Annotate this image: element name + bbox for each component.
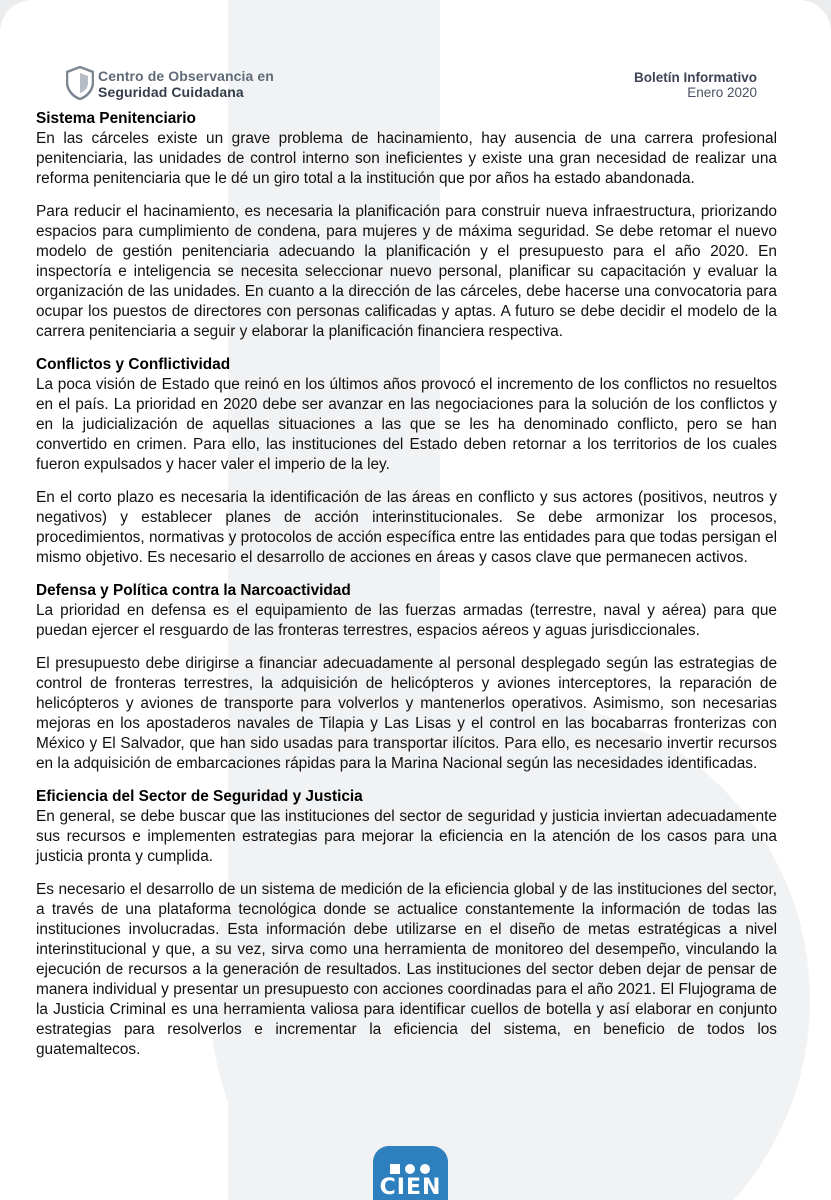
paragraph: El presupuesto debe dirigirse a financiar adecuadamente al personal desplegado según las estrategias de control de fronteras terrestres, la adquisición de helicópteros y aviones interceptores, la reparación de helicópteros y aviones de transporte para volverlos y mantenerlos operativos. Asimismo, son necesarias mejoras en los apostaderos navales de Tilapia y Las Lisas y el control en las bocabarras fronterizas con México y El Salvador, que han sido usadas para transportar ilícitos. Para ello, es necesario invertir recursos en la adquisición de embarcaciones rápidas para la Marina Nacional según las necesidades identificadas. — [36, 655, 777, 772]
paragraph: Para reducir el hacinamiento, es necesaria la planificación para construir nueva infraestructura, priorizando espacios para cumplimiento de condena, para mujeres y de máxima seguridad. Se debe retomar el nuevo modelo de gestión penitenciaria adecuando la planificación y el presupuesto para el año 2020. En inspectoría e inteligencia se necesita seleccionar nuevo personal, planificar su capacitación y evaluar la organización de las unidades. En cuanto a la dirección de las cárceles, debe hacerse una convocatoria para ocupar los puestos de directores con personas calificadas y aptas. A futuro se debe decidir el modelo de la carrera penitenciaria a seguir y elaborar la planificación financiera respectiva. — [36, 203, 777, 340]
logo-square-icon — [390, 1164, 400, 1174]
logo-circle-icon — [405, 1164, 415, 1174]
section-heading: Eficiencia del Sector de Seguridad y Justicia — [36, 788, 363, 805]
logo-circle-icon — [420, 1164, 430, 1174]
section-sistema-penitenciario — [36, 109, 777, 342]
organization-name-line1: Centro de Observancia en — [98, 68, 274, 84]
cien-logo-text: CIEN — [379, 1175, 442, 1200]
bulletin-date: Enero 2020 — [687, 85, 757, 100]
paragraph: La prioridad en defensa es el equipamiento de las fuerzas armadas (terrestre, naval y aérea) para que puedan ejercer el resguardo de las fronteras terrestres, espacios aéreos y aguas jurisdiccionales. — [36, 602, 777, 639]
section-heading: Defensa y Política contra la Narcoactividad — [36, 582, 351, 599]
page-header — [0, 0, 831, 110]
section-heading: Sistema Penitenciario — [36, 110, 196, 127]
paragraph: En el corto plazo es necesaria la identificación de las áreas en conflicto y sus actores (positivos, neutros y negativos) y establecer planes de acción interinstitucionales. Se debe armonizar los procesos, procedimientos, normativas y protocolos de acción específica entre las entidades para que todas persigan el mismo objetivo. Es necesario el desarrollo de acciones en áreas y casos clave que permanecen activos. — [36, 489, 777, 566]
cien-logo — [373, 1146, 448, 1200]
bulletin-title: Boletín Informativo — [633, 70, 757, 85]
paragraph: La poca visión de Estado que reinó en los últimos años provocó el incremento de los conflictos no resueltos en el país. La prioridad en 2020 debe ser avanzar en las negociaciones para la solución de los conflictos y en la judicialización de aquellas situaciones a las que se les ha denominado conflicto, pero se han convertido en crimen. Para ello, las instituciones del Estado deben retornar a los territorios de los cuales fueron expulsados y hacer valer el imperio de la ley. — [36, 376, 777, 473]
paragraph: En las cárceles existe un grave problema de hacinamiento, hay ausencia de una carrera profesional penitenciaria, las unidades de control interno son ineficientes y existe una gran necesidad de realizar una reforma penitenciaria que le dé un giro total a la institución que por años ha estado abandonada. — [36, 130, 777, 187]
section-defensa — [36, 581, 777, 774]
organization-name — [98, 68, 274, 100]
section-conflictos — [36, 355, 777, 568]
section-heading: Conflictos y Conflictividad — [36, 356, 231, 373]
paragraph: En general, se debe buscar que las instituciones del sector de seguridad y justicia inviertan adecuadamente sus recursos e implementen estrategias para mejorar la eficiencia en la atención de los casos para una justicia pronta y cumplida. — [36, 808, 777, 865]
section-eficiencia — [36, 787, 777, 1060]
organization-name-line2: Seguridad Cuidadana — [98, 84, 244, 100]
document-body — [36, 109, 777, 1073]
bulletin-info — [634, 70, 757, 100]
paragraph: Es necesario el desarrollo de un sistema de medición de la eficiencia global y de las instituciones del sector, a través de una plataforma tecnológica donde se actualice constantemente la información de todas las instituciones involucradas. Esta información debe utilizarse en el diseño de metas estratégicas a nivel interinstitucional y que, a su vez, sirva como una herramienta de monitoreo del desempeño, vinculando la ejecución de recursos a la generación de resultados. Las instituciones del sector deben dejar de pensar de manera individual y presentar un presupuesto con acciones coordinadas para el año 2021. El Flujograma de la Justicia Criminal es una herramienta valiosa para identificar cuellos de botella y así elaborar en conjunto estrategias para resolverlos e incrementar la eficiencia del sistema, en beneficio de todos los guatemaltecos. — [36, 881, 777, 1058]
shield-logo-icon — [66, 66, 94, 100]
